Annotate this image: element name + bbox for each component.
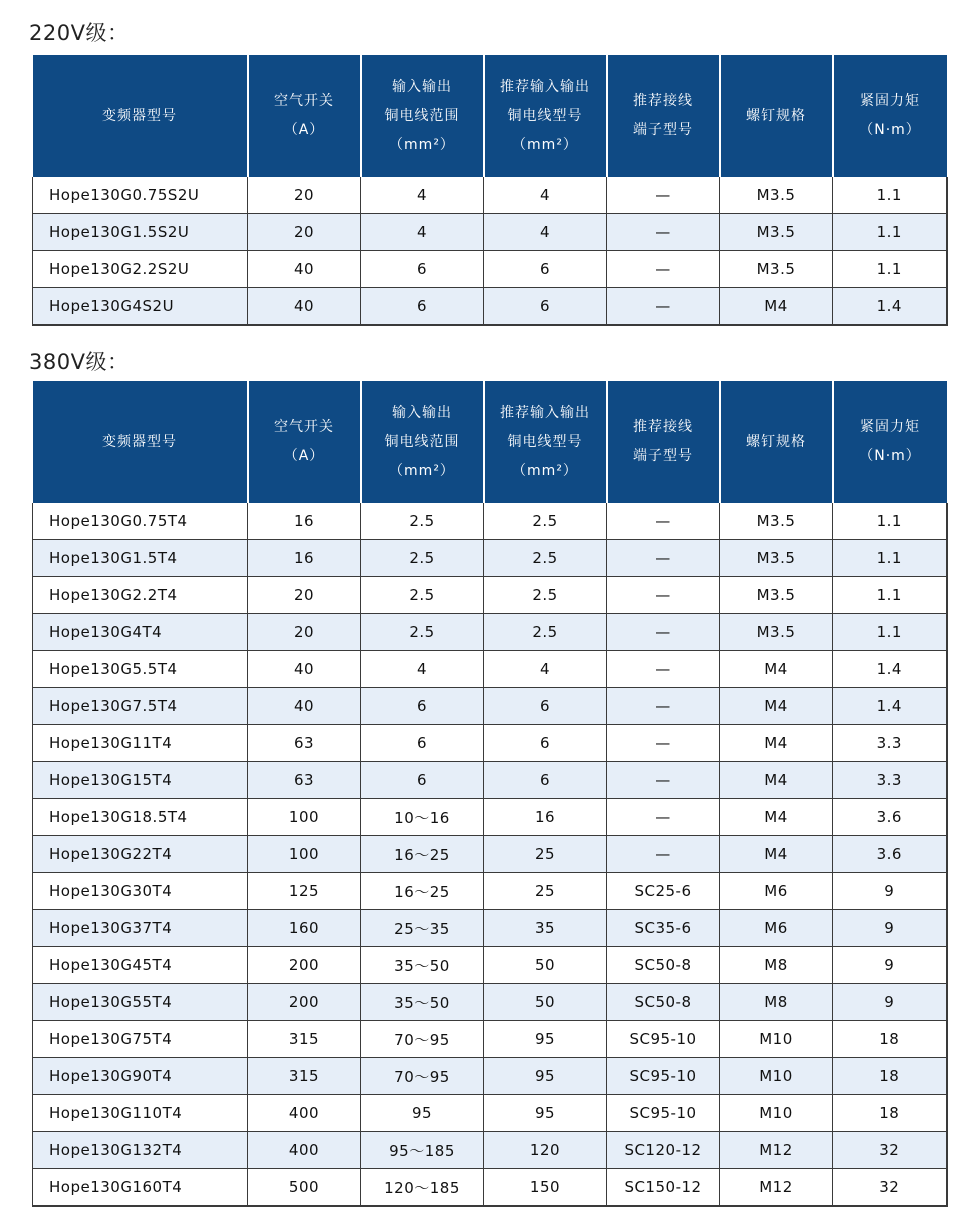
cell-air-switch: 63 <box>248 725 361 762</box>
cell-recommended-wire: 50 <box>484 947 607 984</box>
cell-model: Hope130G22T4 <box>33 836 248 873</box>
table-row <box>33 688 947 725</box>
header-wire-range: 输入输出 铜电线范围 （mm²） <box>361 381 484 503</box>
cell-wire-range: 70～95 <box>361 1021 484 1058</box>
cell-terminal-model: — <box>607 799 720 836</box>
cell-recommended-wire: 6 <box>484 251 607 288</box>
cell-torque: 3.6 <box>833 836 947 873</box>
cell-wire-range: 70～95 <box>361 1058 484 1095</box>
cell-recommended-wire: 2.5 <box>484 577 607 614</box>
cell-air-switch: 315 <box>248 1058 361 1095</box>
cell-air-switch: 200 <box>248 947 361 984</box>
cell-air-switch: 16 <box>248 503 361 540</box>
cell-wire-range: 4 <box>361 177 484 214</box>
header-model: 变频器型号 <box>33 381 248 503</box>
cell-model: Hope130G7.5T4 <box>33 688 248 725</box>
cell-recommended-wire: 120 <box>484 1132 607 1169</box>
cell-torque: 1.1 <box>833 614 947 651</box>
cell-screw-spec: M4 <box>720 725 833 762</box>
cell-model: Hope130G15T4 <box>33 762 248 799</box>
cell-air-switch: 40 <box>248 688 361 725</box>
cell-recommended-wire: 95 <box>484 1021 607 1058</box>
cell-screw-spec: M10 <box>720 1021 833 1058</box>
table-row <box>33 799 947 836</box>
cell-wire-range: 120～185 <box>361 1169 484 1207</box>
header-terminal-model: 推荐接线 端子型号 <box>607 381 720 503</box>
table-row <box>33 177 947 214</box>
header-model: 变频器型号 <box>33 55 248 177</box>
cell-screw-spec: M10 <box>720 1058 833 1095</box>
table-row <box>33 1132 947 1169</box>
cell-torque: 1.4 <box>833 688 947 725</box>
cell-terminal-model: — <box>607 577 720 614</box>
table-row <box>33 288 947 326</box>
cell-wire-range: 35～50 <box>361 947 484 984</box>
cell-wire-range: 16～25 <box>361 836 484 873</box>
header-air-switch: 空气开关 （A） <box>248 381 361 503</box>
cell-recommended-wire: 95 <box>484 1095 607 1132</box>
cell-screw-spec: M3.5 <box>720 214 833 251</box>
cell-air-switch: 63 <box>248 762 361 799</box>
cell-model: Hope130G55T4 <box>33 984 248 1021</box>
cell-torque: 32 <box>833 1132 947 1169</box>
cell-screw-spec: M8 <box>720 984 833 1021</box>
header-torque: 紧固力矩 （N·m） <box>833 55 947 177</box>
cell-model: Hope130G2.2T4 <box>33 577 248 614</box>
section-title-220v: 220V级： <box>29 21 129 45</box>
cell-screw-spec: M4 <box>720 688 833 725</box>
cell-terminal-model: SC120-12 <box>607 1132 720 1169</box>
cell-torque: 1.1 <box>833 251 947 288</box>
cell-recommended-wire: 6 <box>484 288 607 326</box>
cell-terminal-model: SC25-6 <box>607 873 720 910</box>
cell-recommended-wire: 2.5 <box>484 614 607 651</box>
cell-torque: 1.4 <box>833 288 947 326</box>
header-torque: 紧固力矩 （N·m） <box>833 381 947 503</box>
cell-terminal-model: — <box>607 540 720 577</box>
cell-torque: 18 <box>833 1058 947 1095</box>
cell-wire-range: 2.5 <box>361 577 484 614</box>
cell-torque: 1.1 <box>833 177 947 214</box>
cell-air-switch: 16 <box>248 540 361 577</box>
cell-wire-range: 6 <box>361 251 484 288</box>
cell-screw-spec: M4 <box>720 799 833 836</box>
header-wire-range: 输入输出 铜电线范围 （mm²） <box>361 55 484 177</box>
cell-air-switch: 20 <box>248 177 361 214</box>
cell-model: Hope130G1.5T4 <box>33 540 248 577</box>
cell-wire-range: 2.5 <box>361 503 484 540</box>
cell-screw-spec: M3.5 <box>720 540 833 577</box>
cell-recommended-wire: 2.5 <box>484 503 607 540</box>
cell-recommended-wire: 2.5 <box>484 540 607 577</box>
table-row <box>33 1095 947 1132</box>
cell-screw-spec: M6 <box>720 910 833 947</box>
cell-wire-range: 2.5 <box>361 614 484 651</box>
cell-torque: 1.1 <box>833 214 947 251</box>
cell-air-switch: 20 <box>248 214 361 251</box>
table-row <box>33 1169 947 1207</box>
cell-air-switch: 160 <box>248 910 361 947</box>
cell-recommended-wire: 4 <box>484 177 607 214</box>
table-row <box>33 540 947 577</box>
cell-screw-spec: M8 <box>720 947 833 984</box>
cell-torque: 18 <box>833 1021 947 1058</box>
table-header-row <box>33 55 947 177</box>
table-row <box>33 725 947 762</box>
cell-wire-range: 16～25 <box>361 873 484 910</box>
cell-wire-range: 6 <box>361 688 484 725</box>
cell-screw-spec: M4 <box>720 651 833 688</box>
cell-air-switch: 100 <box>248 799 361 836</box>
cell-air-switch: 40 <box>248 651 361 688</box>
cell-air-switch: 200 <box>248 984 361 1021</box>
table-row <box>33 214 947 251</box>
cell-recommended-wire: 150 <box>484 1169 607 1207</box>
cell-terminal-model: — <box>607 651 720 688</box>
cell-model: Hope130G37T4 <box>33 910 248 947</box>
cell-air-switch: 125 <box>248 873 361 910</box>
cell-wire-range: 6 <box>361 725 484 762</box>
cell-torque: 9 <box>833 873 947 910</box>
wiring-spec-table-380v <box>32 381 948 1207</box>
cell-torque: 9 <box>833 910 947 947</box>
cell-screw-spec: M12 <box>720 1169 833 1207</box>
cell-air-switch: 40 <box>248 288 361 326</box>
header-screw-spec: 螺钉规格 <box>720 381 833 503</box>
table-row <box>33 910 947 947</box>
table-header-row <box>33 381 947 503</box>
cell-torque: 9 <box>833 984 947 1021</box>
cell-torque: 18 <box>833 1095 947 1132</box>
header-screw-spec: 螺钉规格 <box>720 55 833 177</box>
cell-terminal-model: — <box>607 503 720 540</box>
cell-wire-range: 25～35 <box>361 910 484 947</box>
cell-model: Hope130G75T4 <box>33 1021 248 1058</box>
cell-recommended-wire: 25 <box>484 836 607 873</box>
cell-terminal-model: — <box>607 762 720 799</box>
cell-torque: 9 <box>833 947 947 984</box>
cell-screw-spec: M3.5 <box>720 177 833 214</box>
cell-terminal-model: — <box>607 288 720 326</box>
cell-terminal-model: — <box>607 251 720 288</box>
wiring-spec-table-220v <box>32 55 948 326</box>
cell-terminal-model: — <box>607 725 720 762</box>
cell-torque: 1.1 <box>833 503 947 540</box>
cell-model: Hope130G110T4 <box>33 1095 248 1132</box>
cell-recommended-wire: 4 <box>484 651 607 688</box>
cell-model: Hope130G4T4 <box>33 614 248 651</box>
cell-model: Hope130G90T4 <box>33 1058 248 1095</box>
cell-terminal-model: — <box>607 214 720 251</box>
cell-model: Hope130G4S2U <box>33 288 248 326</box>
cell-terminal-model: — <box>607 688 720 725</box>
cell-screw-spec: M3.5 <box>720 503 833 540</box>
cell-screw-spec: M12 <box>720 1132 833 1169</box>
cell-wire-range: 2.5 <box>361 540 484 577</box>
cell-model: Hope130G132T4 <box>33 1132 248 1169</box>
cell-terminal-model: SC35-6 <box>607 910 720 947</box>
cell-screw-spec: M6 <box>720 873 833 910</box>
cell-terminal-model: — <box>607 177 720 214</box>
header-air-switch: 空气开关 （A） <box>248 55 361 177</box>
cell-wire-range: 10～16 <box>361 799 484 836</box>
cell-air-switch: 400 <box>248 1132 361 1169</box>
cell-terminal-model: SC50-8 <box>607 947 720 984</box>
cell-screw-spec: M4 <box>720 762 833 799</box>
cell-screw-spec: M10 <box>720 1095 833 1132</box>
table-row <box>33 614 947 651</box>
header-terminal-model: 推荐接线 端子型号 <box>607 55 720 177</box>
cell-terminal-model: — <box>607 614 720 651</box>
cell-model: Hope130G18.5T4 <box>33 799 248 836</box>
cell-torque: 3.3 <box>833 725 947 762</box>
cell-model: Hope130G1.5S2U <box>33 214 248 251</box>
cell-recommended-wire: 6 <box>484 688 607 725</box>
table-row <box>33 503 947 540</box>
cell-terminal-model: SC150-12 <box>607 1169 720 1207</box>
header-recommended-wire: 推荐输入输出 铜电线型号 （mm²） <box>484 55 607 177</box>
cell-wire-range: 6 <box>361 288 484 326</box>
cell-recommended-wire: 95 <box>484 1058 607 1095</box>
cell-torque: 1.1 <box>833 540 947 577</box>
cell-model: Hope130G0.75S2U <box>33 177 248 214</box>
cell-air-switch: 400 <box>248 1095 361 1132</box>
cell-air-switch: 100 <box>248 836 361 873</box>
cell-recommended-wire: 4 <box>484 214 607 251</box>
cell-wire-range: 6 <box>361 762 484 799</box>
cell-screw-spec: M3.5 <box>720 614 833 651</box>
cell-model: Hope130G160T4 <box>33 1169 248 1207</box>
cell-screw-spec: M3.5 <box>720 251 833 288</box>
cell-torque: 3.3 <box>833 762 947 799</box>
cell-screw-spec: M4 <box>720 836 833 873</box>
cell-screw-spec: M4 <box>720 288 833 326</box>
cell-wire-range: 95～185 <box>361 1132 484 1169</box>
cell-screw-spec: M3.5 <box>720 577 833 614</box>
cell-model: Hope130G5.5T4 <box>33 651 248 688</box>
cell-model: Hope130G30T4 <box>33 873 248 910</box>
cell-air-switch: 40 <box>248 251 361 288</box>
table-row <box>33 251 947 288</box>
cell-terminal-model: SC50-8 <box>607 984 720 1021</box>
table-row <box>33 836 947 873</box>
table-row <box>33 947 947 984</box>
cell-recommended-wire: 25 <box>484 873 607 910</box>
cell-wire-range: 35～50 <box>361 984 484 1021</box>
cell-torque: 32 <box>833 1169 947 1207</box>
cell-air-switch: 500 <box>248 1169 361 1207</box>
cell-terminal-model: SC95-10 <box>607 1058 720 1095</box>
table-row <box>33 873 947 910</box>
cell-recommended-wire: 16 <box>484 799 607 836</box>
cell-recommended-wire: 35 <box>484 910 607 947</box>
table-row <box>33 577 947 614</box>
cell-wire-range: 4 <box>361 214 484 251</box>
cell-model: Hope130G11T4 <box>33 725 248 762</box>
table-row <box>33 1021 947 1058</box>
cell-recommended-wire: 6 <box>484 725 607 762</box>
cell-model: Hope130G0.75T4 <box>33 503 248 540</box>
cell-wire-range: 95 <box>361 1095 484 1132</box>
section-title-380v: 380V级： <box>29 350 129 374</box>
table-row <box>33 762 947 799</box>
table-row <box>33 1058 947 1095</box>
header-recommended-wire: 推荐输入输出 铜电线型号 （mm²） <box>484 381 607 503</box>
cell-terminal-model: SC95-10 <box>607 1095 720 1132</box>
cell-recommended-wire: 50 <box>484 984 607 1021</box>
cell-terminal-model: SC95-10 <box>607 1021 720 1058</box>
cell-torque: 3.6 <box>833 799 947 836</box>
cell-terminal-model: — <box>607 836 720 873</box>
cell-air-switch: 20 <box>248 614 361 651</box>
cell-model: Hope130G45T4 <box>33 947 248 984</box>
table-row <box>33 984 947 1021</box>
cell-recommended-wire: 6 <box>484 762 607 799</box>
cell-torque: 1.1 <box>833 577 947 614</box>
cell-model: Hope130G2.2S2U <box>33 251 248 288</box>
table-row <box>33 651 947 688</box>
cell-wire-range: 4 <box>361 651 484 688</box>
cell-air-switch: 20 <box>248 577 361 614</box>
cell-air-switch: 315 <box>248 1021 361 1058</box>
cell-torque: 1.4 <box>833 651 947 688</box>
